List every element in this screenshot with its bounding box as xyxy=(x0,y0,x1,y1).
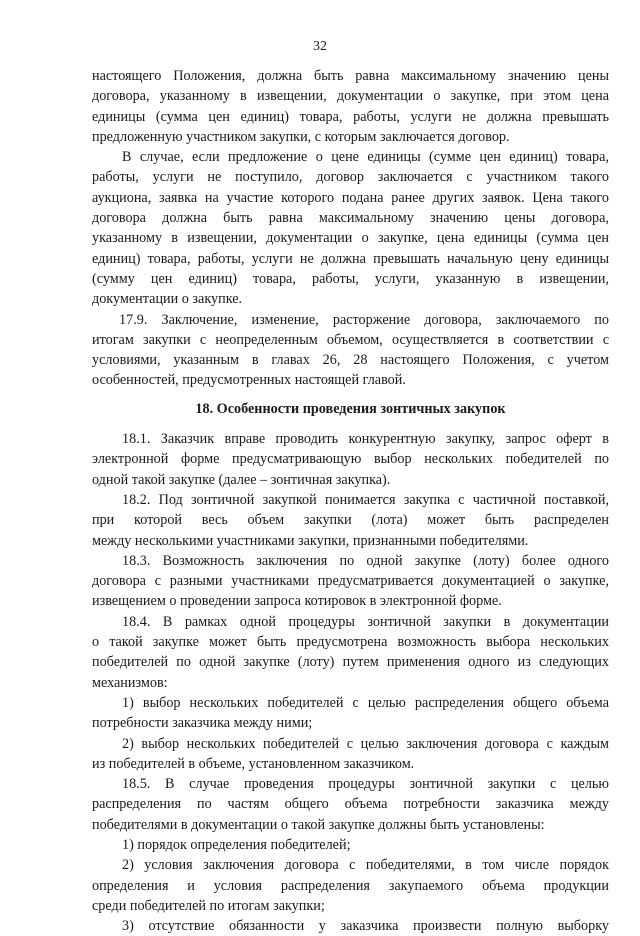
text-line: победителями в документации о такой закупке должны быть установлены: xyxy=(92,816,545,833)
section-18-body xyxy=(92,429,609,936)
body-text xyxy=(92,66,609,936)
text-line: итогам закупки с неопределенным объемом, осуществляется в соответствии с xyxy=(92,331,609,348)
section-17-continuation xyxy=(92,66,609,391)
text-line: настоящего Положения, должна быть равна максимальному значению цены xyxy=(92,68,609,84)
text-line: аукциона, заявка на участие которого подана ранее других заявок. Цена такого xyxy=(92,189,609,206)
section-heading: 18. Особенности проведения зонтичных закупок xyxy=(195,400,506,417)
text-line: извещением о проведении запроса котировок в электронной форме. xyxy=(92,593,502,610)
text-line: В случае, если предложение о цене единицы (сумме цен единиц) товара, xyxy=(122,149,609,166)
text-line: о такой закупке может быть предусмотрена возможность выбора нескольких xyxy=(92,634,609,651)
text-line: единиц) товара, работы, услуги не должна превышать начальную цену единицы xyxy=(92,250,609,267)
text-line: 18.1. Заказчик вправе проводить конкурентную закупку, запрос оферт в xyxy=(122,431,609,448)
text-line: между несколькими участниками закупки, признанными победителями. xyxy=(92,532,529,549)
text-line: договора с разными участниками предусматривается документацией о закупке, xyxy=(92,573,609,590)
text-line: 3) отсутствие обязанности у заказчика произвести полную выборку xyxy=(122,918,609,935)
text-line: 18.3. Возможность заключения по одной закупке (лоту) более одного xyxy=(122,552,609,569)
text-line: 2) условия заключения договора с победителями, в том числе порядок xyxy=(122,857,609,874)
text-line: 2) выбор нескольких победителей с целью заключения договора с каждым xyxy=(122,735,609,752)
text-line: документации о закупке. xyxy=(92,291,243,308)
text-line: 1) выбор нескольких победителей с целью распределения общего объема xyxy=(122,694,609,711)
text-line: 18.4. В рамках одной процедуры зонтичной закупки в документации xyxy=(122,613,609,630)
text-line: одной такой закупке (далее – зонтичная закупка). xyxy=(92,471,391,488)
text-line: распределения по частям общего объема потребности заказчика между xyxy=(92,796,609,813)
text-line: договора, указанному в извещении, документации о закупке, при этом цена xyxy=(92,88,609,105)
text-line: особенностей, предусмотренных настоящей главой. xyxy=(92,372,406,389)
text-line: 18.2. Под зонтичной закупкой понимается закупка с частичной поставкой, xyxy=(122,491,609,508)
text-line: единицы (сумма цен единиц) товара, работы, услуги не должна превышать xyxy=(92,108,609,125)
text-line: механизмов: xyxy=(92,674,168,691)
text-line: условиями, указанным в главах 26, 28 настоящего Положения, с учетом xyxy=(92,352,609,369)
text-line: при которой весь объем закупки (лота) может быть распределен xyxy=(92,512,609,529)
text-line: работы, услуги не поступило, договор заключается с участником такого xyxy=(92,169,609,186)
text-line: электронной форме предусматривающую выбор нескольких победителей по xyxy=(92,451,609,468)
text-line: победителей по одной закупке (лоту) путем применения одного из следующих xyxy=(92,654,609,671)
text-line: указанному в извещении, документации о закупке, цена единицы (сумма цен xyxy=(92,230,609,247)
text-line: 17.9. Заключение, изменение, расторжение договора, заключаемого по xyxy=(119,311,609,328)
text-line: 1) порядок определения победителей; xyxy=(122,836,351,853)
text-line: (сумму цен единиц) товара, работы, услуги, указанную в извещении, xyxy=(92,270,609,287)
text-line: среди победителей по итогам закупки; xyxy=(92,897,325,914)
text-line: потребности заказчика между ними; xyxy=(92,715,313,732)
text-line: 18.5. В случае проведения процедуры зонтичной закупки с целью xyxy=(122,776,609,793)
text-line: предложенную участником закупки, с которым заключается договор. xyxy=(92,128,510,145)
text-line: договора должна быть равна максимальному значению цены договора, xyxy=(92,210,609,227)
text-line: из победителей в объеме, установленном заказчиком. xyxy=(92,755,415,772)
text-line: определения и условия распределения закупаемого объема продукции xyxy=(92,877,609,894)
page-number: 32 xyxy=(313,39,327,54)
